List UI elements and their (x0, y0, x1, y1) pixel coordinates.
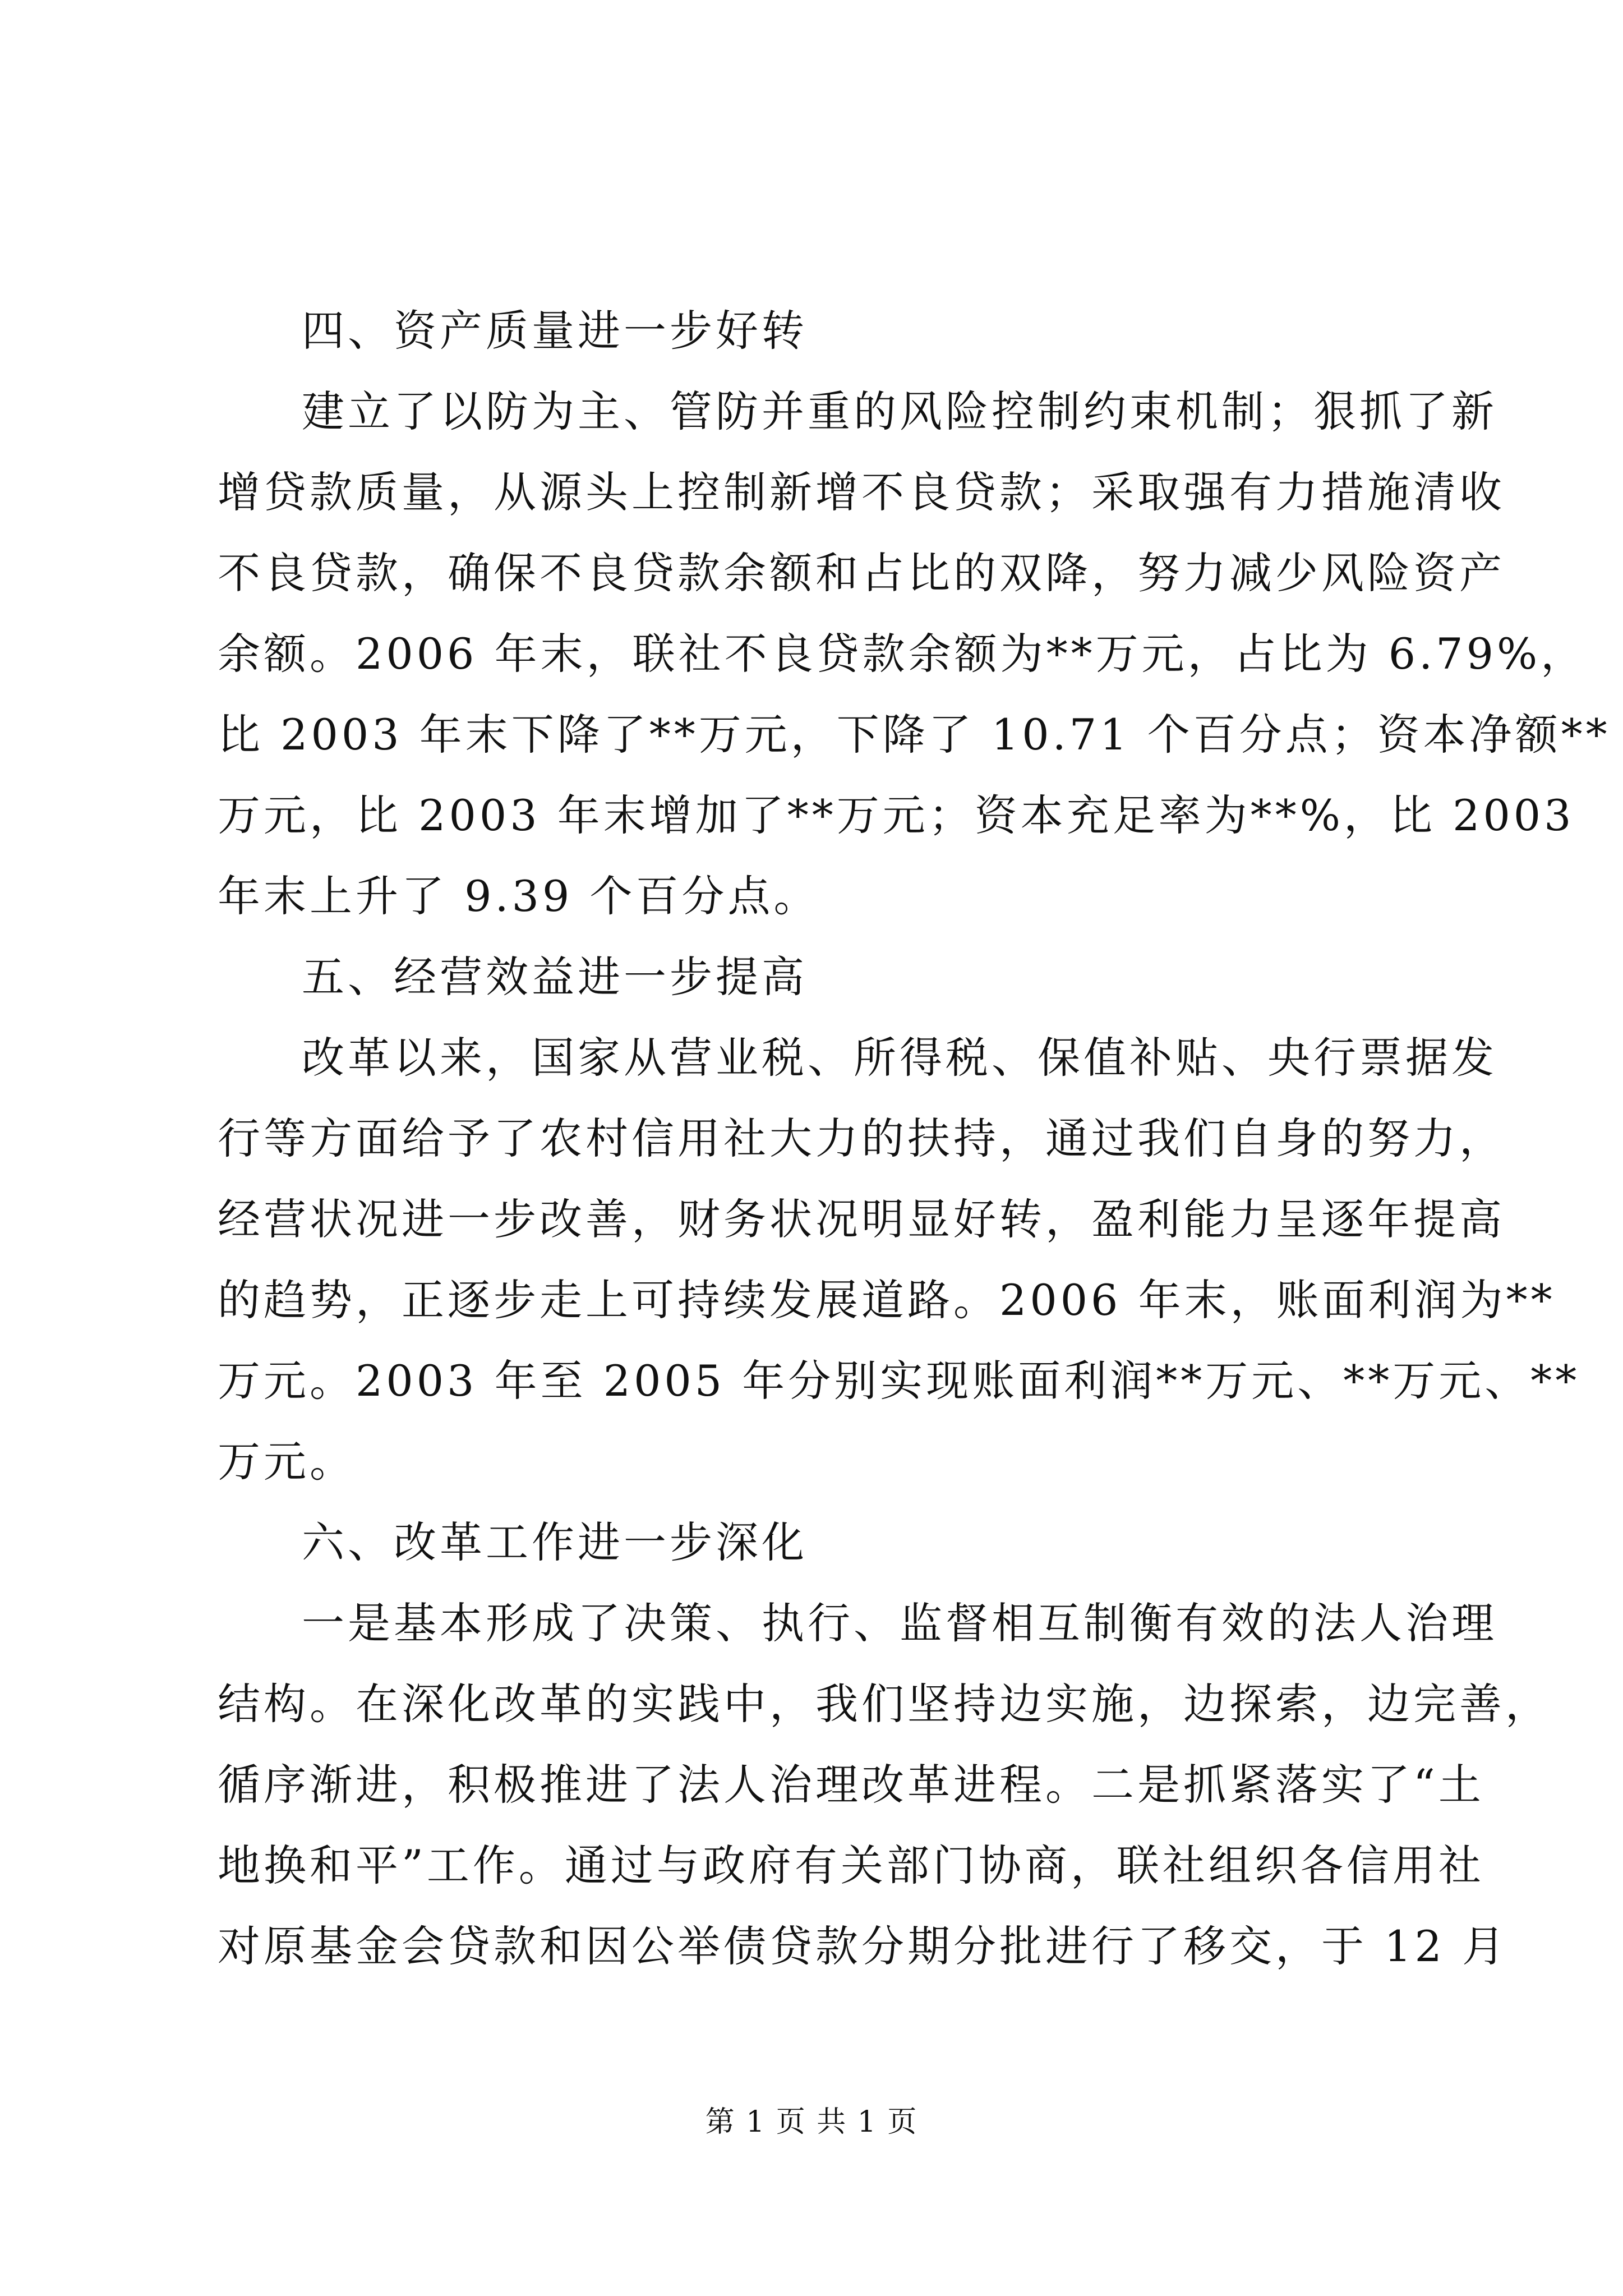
paragraph-line: 不良贷款，确保不良贷款余额和占比的双降，努力减少风险资产 (218, 548, 1505, 598)
section-heading-5: 五、经营效益进一步提高 (302, 952, 808, 1002)
paragraph-line: 比 2003 年末下降了**万元，下降了 10.71 个百分点；资本净额** (218, 710, 1611, 760)
paragraph-line: 建立了以防为主、管防并重的风险控制约束机制；狠抓了新 (302, 386, 1497, 436)
paragraph-line: 的趋势，正逐步走上可持续发展道路。2006 年末，账面利润为** (218, 1275, 1556, 1325)
paragraph-line: 对原基金会贷款和因公举债贷款分期分批进行了移交，于 12 月 (218, 1921, 1509, 1971)
paragraph-line: 改革以来，国家从营业税、所得税、保值补贴、央行票据发 (302, 1033, 1497, 1083)
section-heading-6: 六、改革工作进一步深化 (302, 1517, 808, 1567)
paragraph-line: 经营状况进一步改善，财务状况明显好转，盈利能力呈逐年提高 (218, 1194, 1505, 1244)
paragraph-line: 增贷款质量，从源头上控制新增不良贷款；采取强有力措施清收 (218, 467, 1505, 517)
paragraph-line: 年末上升了 9.39 个百分点。 (218, 871, 820, 921)
document-body (218, 291, 1611, 1987)
paragraph-line: 万元。 (218, 1437, 356, 1487)
paragraph-line: 万元。2003 年至 2005 年分别实现账面利润**万元、**万元、** (218, 1356, 1580, 1406)
section-heading-4: 四、资产质量进一步好转 (302, 306, 808, 356)
paragraph-line: 结构。在深化改革的实践中，我们坚持边实施，边探索，边完善， (218, 1679, 1551, 1729)
paragraph-line: 万元，比 2003 年末增加了**万元；资本充足率为**%，比 2003 (218, 790, 1575, 840)
paragraph-line: 余额。2006 年末，联社不良贷款余额为**万元，占比为 6.79%， (218, 629, 1587, 679)
page-footer: 第 1 页 共 1 页 (705, 2105, 918, 2139)
paragraph-line: 地换和平”工作。通过与政府有关部门协商，联社组织各信用社 (218, 1841, 1484, 1890)
paragraph-line: 行等方面给予了农村信用社大力的扶持，通过我们自身的努力， (218, 1114, 1505, 1163)
paragraph-line: 一是基本形成了决策、执行、监督相互制衡有效的法人治理 (302, 1598, 1497, 1648)
paragraph-line: 循序渐进，积极推进了法人治理改革进程。二是抓紧落实了“土 (218, 1760, 1484, 1810)
